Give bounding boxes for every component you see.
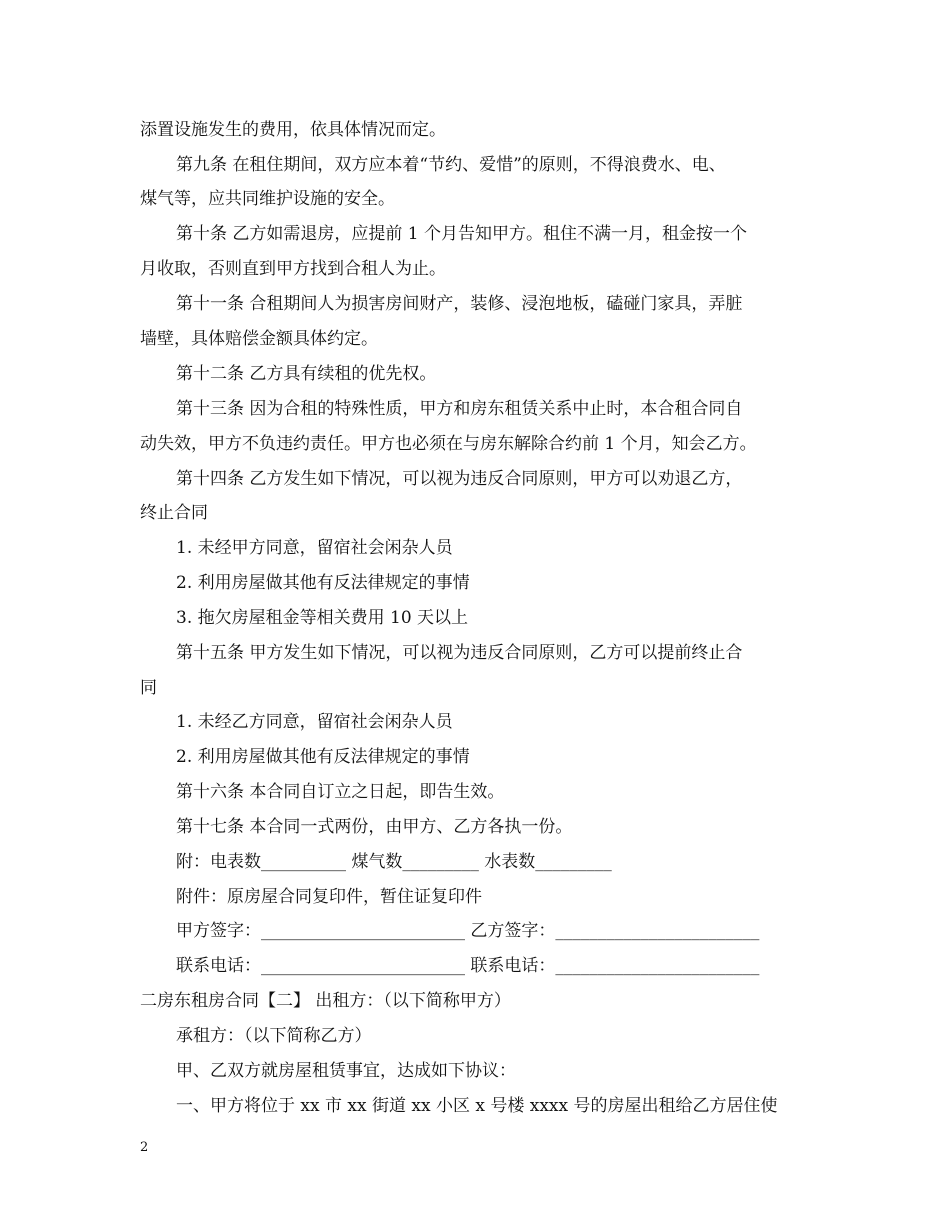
article-10-line-1: 第十条 乙方如需退房，应提前 1 个月告知甲方。租住不满一月，租金按一个 bbox=[176, 224, 748, 244]
article-10-line-2: 月收取，否则直到甲方找到合租人为止。 bbox=[140, 259, 446, 279]
phone-line: 联系电话：________________________ 联系电话：________________________ bbox=[176, 956, 760, 976]
list-item: 1. 未经乙方同意，留宿社会闲杂人员 bbox=[176, 712, 453, 732]
article-15-line-2: 同 bbox=[140, 678, 157, 698]
article-14-line-1: 第十四条 乙方发生如下情况，可以视为违反合同原则，甲方可以劝退乙方， bbox=[176, 469, 743, 489]
attachments-line: 附件：原房屋合同复印件，暂住证复印件 bbox=[176, 887, 482, 907]
signature-line: 甲方签字：________________________ 乙方签字：________________________ bbox=[176, 921, 760, 941]
clause-one-line: 一、甲方将位于 xx 市 xx 街道 xx 小区 x 号楼 xxxx 号的房屋出租给乙方居住使 bbox=[176, 1096, 778, 1116]
article-12-line: 第十二条 乙方具有续租的优先权。 bbox=[176, 364, 437, 384]
agreement-intro-line: 甲、乙双方就房屋租赁事宜，达成如下协议： bbox=[176, 1061, 516, 1081]
article-17-line: 第十七条 本合同一式两份，由甲方、乙方各执一份。 bbox=[176, 817, 573, 837]
list-item: 2. 利用房屋做其他有反法律规定的事情 bbox=[176, 747, 470, 767]
article-11-line-2: 墙壁，具体赔偿金额具体约定。 bbox=[140, 329, 378, 349]
article-16-line: 第十六条 本合同自订立之日起，即告生效。 bbox=[176, 782, 505, 802]
contract-two-heading: 二房东租房合同【二】 出租方：（以下简称甲方） bbox=[140, 991, 511, 1011]
article-9-line-1: 第九条 在租住期间，双方应本着“节约、爱惜”的原则，不得浪费水、电、 bbox=[176, 155, 726, 175]
list-item: 2. 利用房屋做其他有反法律规定的事情 bbox=[176, 573, 470, 593]
paragraph-line: 添置设施发生的费用，依具体情况而定。 bbox=[140, 120, 446, 140]
list-item: 1. 未经甲方同意，留宿社会闲杂人员 bbox=[176, 538, 453, 558]
article-14-line-2: 终止合同 bbox=[140, 503, 208, 523]
page-number: 2 bbox=[140, 1140, 149, 1155]
article-9-line-2: 煤气等，应共同维护设施的安全。 bbox=[140, 189, 395, 209]
article-11-line-1: 第十一条 合租期间人为损害房间财产，装修、浸泡地板，磕碰门家具，弄脏 bbox=[176, 294, 743, 314]
article-13-line-2: 动失效，甲方不负违约责任。甲方也必须在与房东解除合约前 1 个月，知会乙方。 bbox=[140, 434, 757, 454]
list-item: 3. 拖欠房屋租金等相关费用 10 天以上 bbox=[176, 608, 469, 628]
article-15-line-1: 第十五条 甲方发生如下情况，可以视为违反合同原则，乙方可以提前终止合 bbox=[176, 643, 743, 663]
meter-readings-line: 附：电表数__________ 煤气数_________ 水表数_________ bbox=[176, 852, 612, 872]
article-13-line-1: 第十三条 因为合租的特殊性质，甲方和房东租赁关系中止时，本合租合同自 bbox=[176, 399, 743, 419]
tenant-line: 承租方：（以下简称乙方） bbox=[176, 1026, 372, 1046]
